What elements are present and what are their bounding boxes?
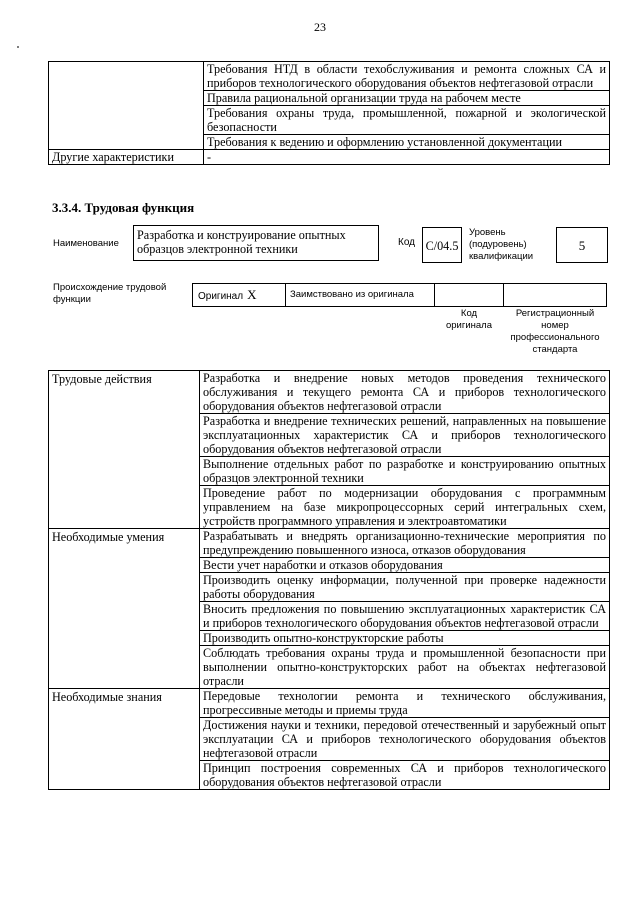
action-item: Проведение работ по модернизации оборудования с программным управлением на базе микропроцессорных серий интегральных схем, устройств программного управления и электроавтоматики [200, 486, 610, 529]
name-label: Наименование [53, 238, 119, 249]
registration-number-caption [503, 308, 607, 356]
actions-label: Трудовые действия [49, 371, 200, 529]
action-item: Разработка и внедрение новых методов проведения технического обслуживания и текущего ремонта СА и приборов технологического оборудования объектов нефтегазовой отрасли [200, 371, 610, 414]
original-code-cell [434, 283, 504, 307]
caption-line: Регистрационный [515, 308, 595, 319]
table-row [49, 371, 610, 414]
original-cell [192, 283, 286, 307]
requirements-table [48, 61, 610, 165]
knowledge-item: Передовые технологии ремонта и технического обслуживания, прогрессивные методы и приемы труда [200, 689, 610, 718]
knowledge-item: Принцип построения современных СА и приборов технологического оборудования объектов нефтегазовой отрасли [200, 761, 610, 790]
original-mark: X [247, 287, 257, 302]
skill-item: Разрабатывать и внедрять организационно-технические мероприятия по предупреждению повышенного износа, отказов оборудования [200, 529, 610, 558]
table-cell: Правила рациональной организации труда на рабочем месте [204, 91, 610, 106]
level-label-line: (подуровень) [469, 239, 527, 250]
page-number: 23 [314, 20, 326, 34]
scan-speck [17, 46, 19, 48]
origin-label: Происхождение трудовой функции [53, 282, 167, 305]
function-code-box: C/04.5 [422, 227, 462, 263]
other-characteristics-label: Другие характеристики [49, 150, 204, 165]
table-row [49, 529, 610, 558]
registration-number-cell [503, 283, 607, 307]
skill-item: Вносить предложения по повышению эксплуатационных характеристик СА и приборов технологического оборудования объектов нефтегазовой отрасли [200, 602, 610, 631]
action-item: Выполнение отдельных работ по разработке и конструированию опытных образцов электронной техники [200, 457, 610, 486]
knowledge-item: Достижения науки и техники, передовой отечественный и зарубежный опыт эксплуатации СА и приборов технологического оборудования объектов нефтегазовой отрасли [200, 718, 610, 761]
caption-line: Код [460, 308, 478, 319]
table-row [49, 62, 610, 91]
section-title: 3.3.4. Трудовая функция [52, 200, 195, 215]
level-label [469, 227, 533, 263]
skills-label: Необходимые умения [49, 529, 200, 689]
table-row [49, 150, 610, 165]
level-label-line: Уровень [469, 227, 506, 238]
caption-line: профессионального [510, 332, 600, 343]
original-code-caption [434, 308, 504, 332]
caption-line: номер [541, 320, 569, 331]
skill-item: Производить опытно-конструкторские работы [200, 631, 610, 646]
caption-line: оригинала [445, 320, 492, 331]
borrowed-cell: Заимствовано из оригинала [285, 283, 435, 307]
labor-function-table [48, 370, 610, 790]
table-row [49, 689, 610, 718]
original-label: Оригинал [198, 291, 244, 302]
table-cell: Требования к ведению и оформлению установленной документации [204, 135, 610, 150]
code-label: Код [398, 237, 416, 248]
knowledge-label: Необходимые знания [49, 689, 200, 790]
level-label-line: квалификации [469, 251, 534, 262]
other-characteristics-value: - [204, 150, 610, 165]
qualification-level-box: 5 [556, 227, 608, 263]
table-cell: Требования охраны труда, промышленной, пожарной и экологической безопасности [204, 106, 610, 135]
function-name-box: Разработка и конструирование опытных образцов электронной техники [133, 225, 379, 261]
skill-item: Соблюдать требования охраны труда и промышленной безопасности при выполнении опытно-конструкторских работ на объектах нефтегазовой отрасли [200, 646, 610, 689]
skill-item: Вести учет наработки и отказов оборудования [200, 558, 610, 573]
action-item: Разработка и внедрение технических решений, направленных на повышение эксплуатационных характеристик СА и приборов технологического оборудования объектов нефтегазовой отрасли [200, 414, 610, 457]
table-cell: Требования НТД в области техобслуживания и ремонта сложных СА и приборов технологического оборудования объектов нефтегазовой отрасли [204, 62, 610, 91]
skill-item: Производить оценку информации, полученной при проверке надежности работы оборудования [200, 573, 610, 602]
table-label-cell [49, 62, 204, 150]
caption-line: стандарта [532, 344, 578, 355]
